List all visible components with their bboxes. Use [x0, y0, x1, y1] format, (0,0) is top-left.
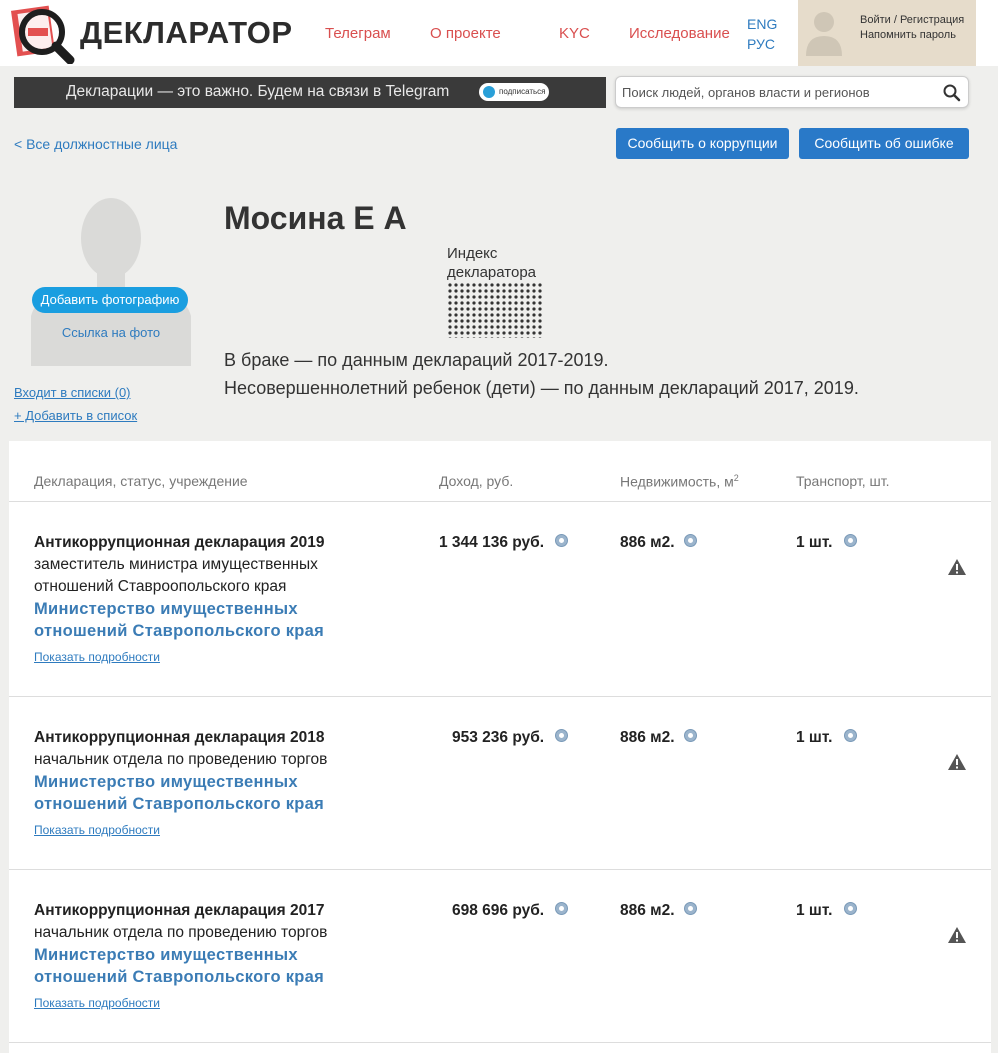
position-line-1: заместитель министра имущественных: [34, 556, 318, 573]
declarator-index-pattern: [447, 282, 543, 338]
add-photo-button[interactable]: Добавить фотографию: [32, 287, 188, 313]
telegram-banner[interactable]: [14, 77, 606, 108]
lang-rus[interactable]: РУС: [747, 36, 776, 52]
header-realty: [620, 473, 739, 490]
search-icon[interactable]: [942, 83, 962, 103]
remind-password-link[interactable]: Напомнить пароль: [860, 29, 956, 41]
warning-icon[interactable]: [947, 926, 967, 944]
report-error-button[interactable]: Сообщить об ошибке: [799, 128, 969, 159]
header-transport: Транспорт, шт.: [796, 473, 890, 489]
login-links: [860, 13, 964, 43]
position-line-1: начальник отдела по проведению торгов: [34, 751, 328, 768]
position-line-1: начальник отдела по проведению торгов: [34, 924, 328, 941]
declarator-index-label: [447, 244, 536, 282]
telegram-icon: [483, 86, 495, 98]
report-corruption-button[interactable]: Сообщить о коррупции: [616, 128, 789, 159]
org-line-1: Министерство имущественных: [34, 773, 298, 791]
in-lists-link[interactable]: Входит в списки (0): [14, 385, 131, 400]
declaration-title: Антикоррупционная декларация 2018: [34, 729, 325, 746]
org-line-1: Министерство имущественных: [34, 946, 298, 964]
position-line-2: отношений Ставроопольского края: [34, 578, 287, 595]
transport-value: 1 шт.: [796, 534, 833, 551]
declaration-title: Антикоррупционная декларация 2019: [34, 534, 325, 551]
help-icon[interactable]: [844, 729, 857, 742]
user-avatar-icon: [806, 8, 842, 56]
organization-link[interactable]: [34, 944, 324, 988]
search-box: [615, 76, 969, 108]
nav-telegram[interactable]: Телеграм: [325, 25, 391, 42]
login-link[interactable]: Войти / Регистрация: [860, 14, 965, 26]
warning-icon[interactable]: [947, 558, 967, 576]
photo-link[interactable]: Ссылка на фото: [61, 325, 161, 340]
banner-text: Декларации — это важно. Будем на связи в Telegram: [66, 83, 450, 100]
show-details-link[interactable]: Показать подробности: [34, 650, 160, 664]
income-value: 698 696 руб.: [452, 902, 545, 919]
row-divider: [9, 869, 991, 870]
help-icon[interactable]: [555, 729, 568, 742]
income-value: 953 236 руб.: [452, 729, 545, 746]
nav-about[interactable]: О проекте: [430, 25, 501, 42]
show-details-link[interactable]: Показать подробности: [34, 996, 160, 1010]
declaration-position: [34, 749, 394, 771]
header-declaration: Декларация, статус, учреждение: [34, 473, 248, 489]
person-name: Мосина Е А: [224, 200, 407, 236]
add-to-list-link[interactable]: + Добавить в список: [14, 408, 138, 423]
help-icon[interactable]: [555, 902, 568, 915]
user-box: [798, 0, 976, 66]
transport-value: 1 шт.: [796, 902, 833, 919]
subscribe-label: подписаться: [499, 87, 546, 96]
realty-value: 886 м2.: [620, 902, 675, 919]
lang-eng[interactable]: ENG: [747, 16, 778, 32]
header-realty-sup: 2: [733, 473, 739, 483]
header-divider: [9, 501, 991, 502]
help-icon[interactable]: [684, 534, 697, 547]
declarations-table: [9, 441, 991, 1053]
declaration-position: [34, 554, 394, 598]
income-value: 1 344 136 руб.: [439, 534, 545, 551]
children-info: Несовершеннолетний ребенок (дети) — по данным деклараций 2017, 2019.: [224, 378, 859, 398]
index-label-line-2: декларатора: [447, 264, 537, 281]
subscribe-button[interactable]: [479, 83, 549, 101]
help-icon[interactable]: [684, 729, 697, 742]
logo-text[interactable]: ДЕКЛАРАТОР: [80, 15, 293, 50]
index-label-line-1: Индекс: [447, 245, 498, 262]
profile-placeholder-photo: [31, 196, 191, 366]
help-icon[interactable]: [684, 902, 697, 915]
show-details-link[interactable]: Показать подробности: [34, 823, 160, 837]
site-header: [0, 0, 998, 66]
help-icon[interactable]: [844, 534, 857, 547]
org-line-2: отношений Ставропольского края: [34, 968, 325, 986]
transport-value: 1 шт.: [796, 729, 833, 746]
org-line-1: Министерство имущественных: [34, 600, 298, 618]
realty-value: 886 м2.: [620, 729, 675, 746]
org-line-2: отношений Ставропольского края: [34, 795, 325, 813]
back-to-officials-link[interactable]: < Все должностные лица: [14, 136, 178, 152]
help-icon[interactable]: [844, 902, 857, 915]
help-icon[interactable]: [555, 534, 568, 547]
header-realty-label: Недвижимость, м: [620, 473, 734, 490]
warning-icon[interactable]: [947, 753, 967, 771]
nav-kyc[interactable]: KYC: [559, 25, 590, 42]
declaration-position: [34, 922, 394, 944]
org-line-2: отношений Ставропольского края: [34, 622, 325, 640]
header-income: Доход, руб.: [439, 473, 514, 489]
nav-research[interactable]: Исследование: [629, 25, 730, 42]
realty-value: 886 м2.: [620, 534, 675, 551]
row-divider: [9, 696, 991, 697]
row-divider: [9, 1042, 991, 1043]
organization-link[interactable]: [34, 598, 324, 642]
married-info: В браке — по данным деклараций 2017-2019.: [224, 350, 609, 370]
declaration-title: Антикоррупционная декларация 2017: [34, 902, 325, 919]
organization-link[interactable]: [34, 771, 324, 815]
search-input[interactable]: [622, 82, 932, 102]
logo-icon[interactable]: [8, 2, 76, 64]
